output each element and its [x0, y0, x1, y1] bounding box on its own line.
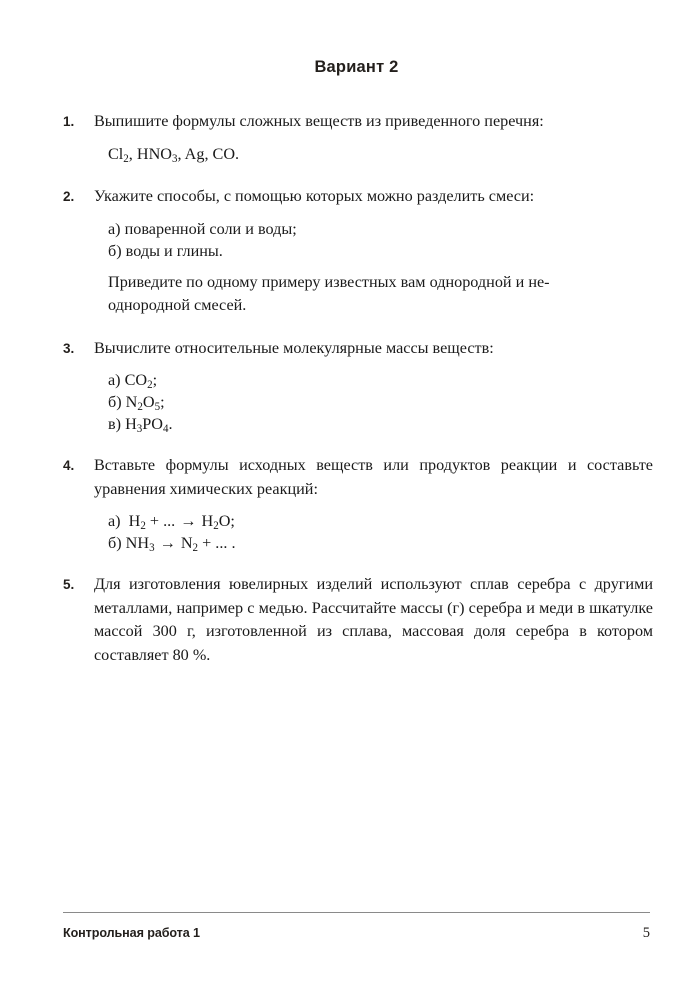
task-formula-line: $Cl_2$, $HNO_3$, Ag, CO. — [108, 144, 240, 165]
task-list — [63, 110, 653, 686]
task-number: 2. — [63, 189, 75, 204]
task-number: 5. — [63, 577, 75, 592]
task-item-5 — [63, 573, 653, 667]
task-number: 3. — [63, 340, 75, 356]
task-number: 4. — [63, 458, 75, 473]
task-subitem-b: б) воды и глины. — [108, 241, 223, 260]
task-body — [94, 454, 653, 554]
task-equation-b: б) $NH_3 \to N_2$ + ... . — [108, 534, 236, 554]
task-subitem-list — [94, 218, 653, 262]
reaction-arrow-icon: → — [159, 534, 176, 552]
task-body — [94, 337, 653, 436]
task-equation-a: а) $H_2$ + ... → $H_2O$; — [108, 512, 235, 532]
footer-page-number: 5 — [642, 925, 650, 941]
reaction-arrow-icon: → — [180, 512, 197, 530]
page-title: Вариант 2 — [314, 58, 399, 76]
task-item-2 — [63, 185, 653, 318]
task-lead-text: Вставьте формулы исходных веществ или продуктов реакции и составьте уравнения химических реакций: — [94, 456, 653, 498]
task-lead-text: Укажите способы, с помощью которых можно разделить смеси: — [94, 187, 535, 205]
task-body — [94, 573, 653, 667]
task-number: 1. — [63, 114, 75, 129]
task-subitem-c: в) $H_3PO_4$. — [108, 415, 173, 435]
task-body — [94, 110, 653, 166]
task-subitem-b: б) $N_2O_5$; — [108, 393, 165, 413]
task-subitem-a: а) поваренной соли и воды; — [108, 219, 297, 238]
footer-row — [63, 925, 650, 942]
task-lead-text: Вычислите относительные молекулярные массы веществ: — [94, 338, 494, 357]
task-subitem-a: а) $CO_2$; — [108, 371, 158, 391]
footer-section-label: Контрольная работа 1 — [63, 926, 200, 940]
task-body — [94, 185, 653, 318]
task-note-line-1: Приведите по одному примеру известных вам однородной и не- — [108, 272, 550, 291]
task-item-3 — [63, 337, 653, 436]
task-lead-text: Выпишите формулы сложных веществ из приведенного перечня: — [94, 112, 544, 130]
task-subitem-list — [94, 369, 653, 435]
task-lead-text: Для изготовления ювелирных изделий используют сплав серебра с другими металлами, например с медью. Рассчитайте массы (г) серебра и меди в шкатулке массой 300 г, изготовленной из сплава, массовая доля серебра в котором составляет 80 %. — [94, 575, 653, 664]
task-equation-list — [94, 510, 653, 554]
page-footer — [63, 912, 650, 942]
task-note-line-2: однородной смесей. — [108, 296, 247, 314]
task-item-1 — [63, 110, 653, 166]
task-item-4 — [63, 454, 653, 554]
footer-divider — [63, 912, 650, 913]
